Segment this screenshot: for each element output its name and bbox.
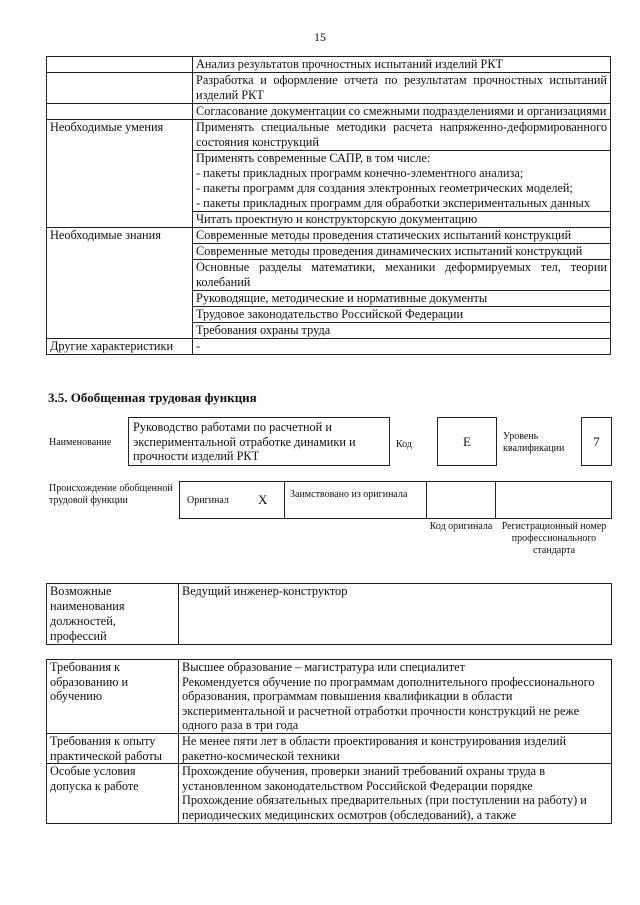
row-item: Разработка и оформление отчета по результатам прочностных испытаний изделий РКТ	[193, 73, 611, 104]
row-item: Трудовое законодательство Российской Федерации	[193, 307, 611, 323]
table-row	[47, 764, 612, 823]
row-item: -	[193, 339, 611, 355]
table-row	[47, 584, 612, 645]
original-mark: X	[258, 492, 268, 507]
experience-label: Требования к опыту практической работы	[47, 733, 179, 763]
row-label-empty	[47, 104, 193, 120]
level-value: 7	[593, 434, 600, 449]
original-label: Оригинал	[187, 495, 229, 506]
row-item: Современные методы проведения статических испытаний конструкций	[193, 228, 611, 244]
table-row	[47, 104, 611, 120]
row-item: Читать проектную и конструкторскую документацию	[193, 212, 611, 228]
function-name: Руководство работами по расчетной и экспериментальной отработке динамики и прочности изделий РКТ	[133, 420, 356, 463]
conditions-value	[179, 764, 612, 823]
row-item: Анализ результатов прочностных испытаний изделий РКТ	[193, 57, 611, 73]
positions-label: Возможные наименования должностей, профессий	[47, 584, 179, 645]
experience-value: Не менее пяти лет в области проектирования и конструирования изделий ракетно-космической техники	[179, 733, 612, 763]
row-item: Применять современные САПР, в том числе: - пакеты прикладных программ конечно-элементного анализа; - пакеты программ для создания электронных геометрических моделей; - пакеты прикладных программ для обработки экспериментальных данных	[193, 151, 611, 212]
positions-table	[46, 583, 612, 645]
row-item: Согласование документации со смежными подразделениями и организациями	[193, 104, 611, 120]
row-label-knowledge: Необходимые знания	[47, 228, 193, 339]
borrowed-label: Заимствовано из оригинала	[290, 489, 408, 500]
table-row	[47, 660, 612, 734]
row-item: Основные разделы математики, механики деформируемых тел, теории колебаний	[193, 260, 611, 291]
table-row	[47, 339, 611, 355]
education-item: Рекомендуется обучение по программам дополнительного профессионального образования, программам повышения квалификации в области экспериментальной и расчетной отработки прочности конструкций не реже одного раза в три года	[182, 674, 595, 733]
row-item: Современные методы проведения динамических испытаний конструкций	[193, 244, 611, 260]
table-row	[47, 120, 611, 151]
level-label: Уровень квалификации	[503, 431, 565, 454]
code-box	[437, 417, 497, 466]
table-row	[47, 733, 612, 763]
row-label-empty	[47, 73, 193, 104]
level-box	[581, 417, 612, 466]
education-value	[179, 660, 612, 734]
code-label: Код	[396, 439, 412, 450]
page-number: 15	[314, 30, 326, 44]
row-label-other: Другие характеристики	[47, 339, 193, 355]
row-label-skills: Необходимые умения	[47, 120, 193, 228]
row-item: Применять специальные методики расчета напряженно-деформированного состояния конструкций	[193, 120, 611, 151]
table-row	[47, 57, 611, 73]
conditions-label: Особые условия допуска к работе	[47, 764, 179, 823]
skills-knowledge-table	[46, 56, 611, 355]
table-row	[47, 73, 611, 104]
name-label: Наименование	[49, 437, 112, 448]
reg-caption: Регистрационный номер профессионального стандарта	[501, 521, 607, 556]
education-item: Высшее образование – магистратура или специалитет	[182, 660, 465, 674]
function-name-box	[128, 417, 390, 466]
conditions-item: Прохождение обучения, проверки знаний требований охраны труда в установленном законодательством Российской Федерации порядке	[182, 764, 545, 793]
code-caption: Код оригинала	[429, 521, 493, 532]
code-value: E	[463, 434, 471, 449]
requirements-table	[46, 659, 612, 824]
section-title: 3.5. Обобщенная трудовая функция	[48, 390, 257, 405]
table-row	[47, 228, 611, 244]
origin-box	[179, 481, 612, 519]
row-item: Требования охраны труда	[193, 323, 611, 339]
education-label: Требования к образованию и обучению	[47, 660, 179, 734]
row-label	[47, 57, 193, 73]
positions-value: Ведущий инженер-конструктор	[179, 584, 612, 645]
origin-label: Происхождение обобщенной трудовой функции	[49, 483, 173, 506]
conditions-item: Прохождение обязательных предварительных (при поступлении на работу) и периодических медицинских осмотров (обследований), а также	[182, 793, 587, 822]
row-item: Руководящие, методические и нормативные документы	[193, 291, 611, 307]
